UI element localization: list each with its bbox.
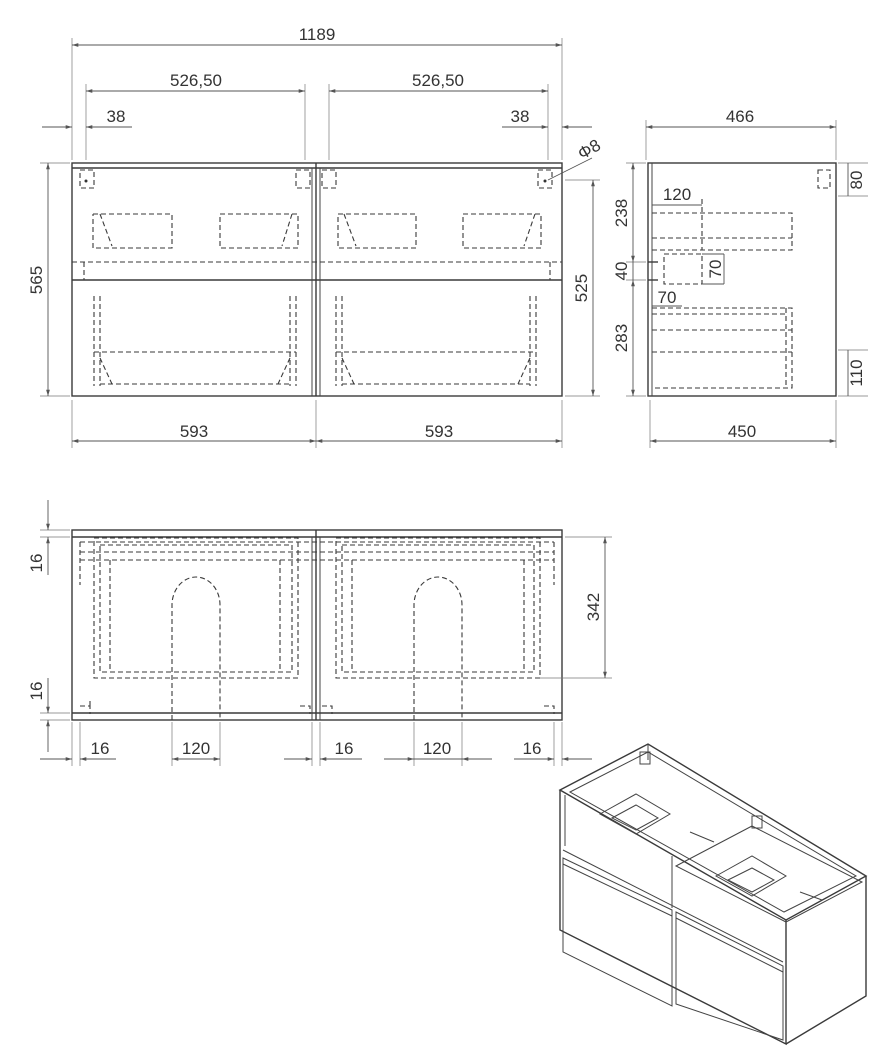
- dim-edge-left: 38: [106, 107, 126, 126]
- dim-edge-top: 16: [27, 553, 46, 573]
- dim-panel-left: 16: [90, 739, 110, 758]
- isometric-view: [560, 744, 866, 1044]
- dim-overall-width: 1189: [298, 25, 336, 44]
- dim-slot-height: 70: [706, 259, 725, 279]
- dim-top-right: 526,50: [412, 71, 464, 90]
- dim-hole: Φ8: [574, 135, 604, 164]
- dim-depth-top: 466: [725, 107, 755, 126]
- dim-bottom-right: 593: [424, 422, 454, 441]
- dim-body-height: 525: [572, 273, 591, 303]
- dim-upper: 238: [612, 198, 631, 228]
- dim-edge-right: 38: [510, 107, 530, 126]
- dim-bottom-left: 593: [179, 422, 209, 441]
- dim-edge-bottom: 16: [27, 681, 46, 701]
- side-dimensions: [612, 107, 868, 448]
- dim-drawer-depth: 120: [662, 185, 692, 204]
- dim-slot-width: 70: [657, 288, 677, 307]
- dim-cutout-depth: 342: [584, 592, 603, 622]
- dim-top-left: 526,50: [170, 71, 222, 90]
- dim-gap: 40: [612, 261, 631, 281]
- dim-rail-top: 80: [847, 170, 866, 190]
- dim-rail-bottom: 110: [847, 359, 866, 387]
- dim-panel-right: 16: [522, 739, 542, 758]
- dim-cutout-right: 120: [422, 739, 452, 758]
- dim-depth-bottom: 450: [727, 422, 757, 441]
- front-view: [72, 158, 592, 396]
- dim-overall-height: 565: [27, 265, 46, 295]
- dim-panel-mid: 16: [334, 739, 354, 758]
- dim-cutout-left: 120: [181, 739, 211, 758]
- dim-lower: 283: [612, 323, 631, 353]
- plan-view: [72, 530, 562, 720]
